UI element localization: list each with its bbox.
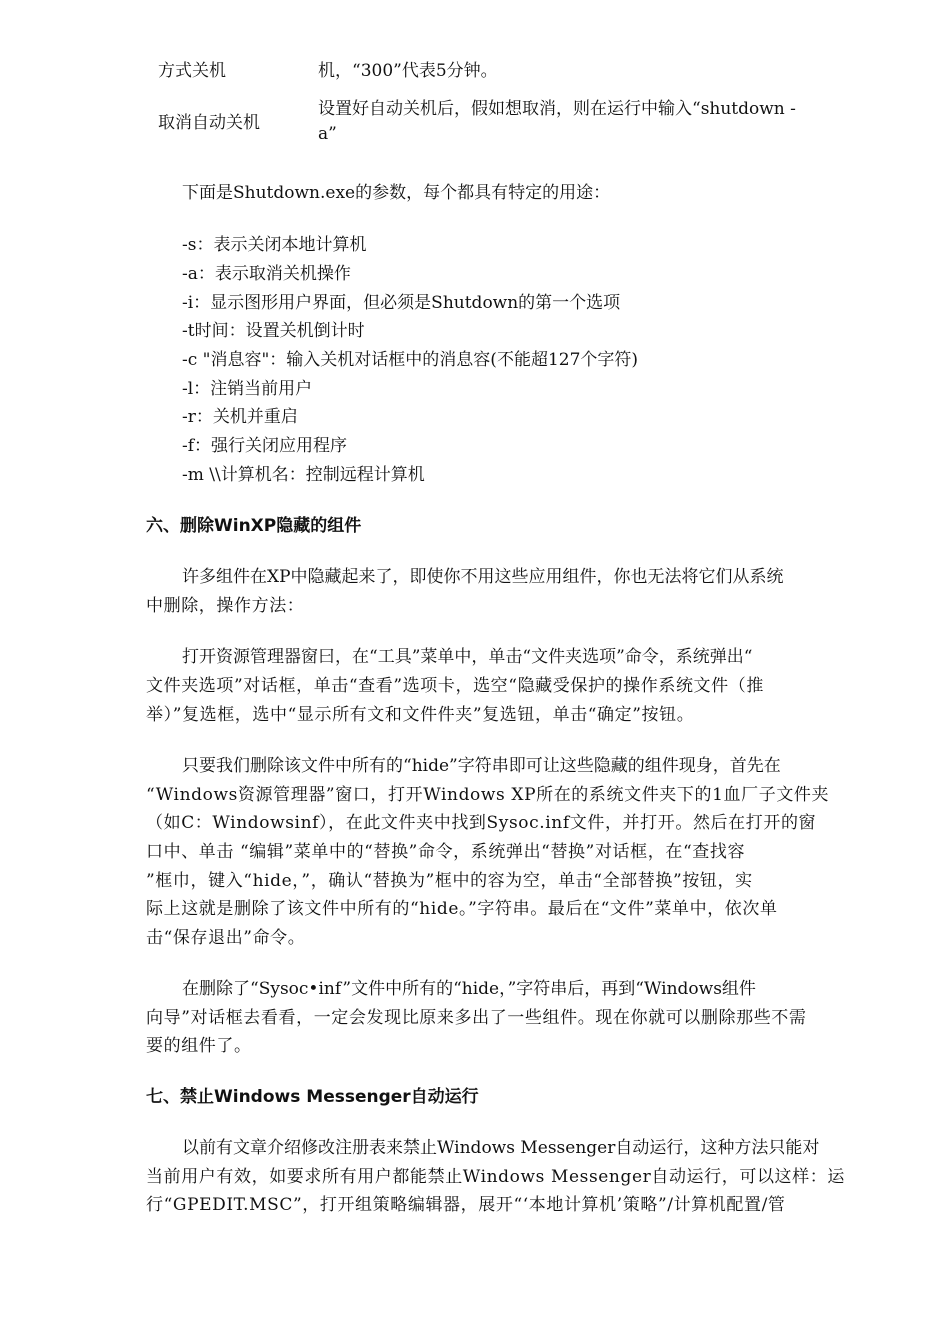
section-heading: 六、删除WinXP隐藏的组件 (146, 516, 362, 536)
paragraph-line: 许多组件在XP中隐藏起来了，即使你不用这些应用组件，你也无法将它们从系统 (182, 567, 784, 587)
param-item: -r：关机并重启 (182, 407, 298, 427)
paragraph-line: 只要我们删除该文件中所有的“hide”字符串即可让这些隐藏的组件现身，首先在 (182, 756, 781, 776)
param-item: -l：注销当前用户 (182, 379, 313, 399)
param-item: -c "消息容"：输入关机对话框中的消息容(不能超127个字符) (182, 350, 639, 370)
section-heading: 七、禁止Windows Messenger自动运行 (146, 1087, 479, 1107)
paragraph-line: 要的组件了。 (146, 1036, 252, 1056)
paragraph-line: 行“GPEDIT.MSC”，打开组策略编辑器，展开“‘本地计算机’策略”/计算机配置/管 (146, 1195, 786, 1215)
paragraph-line: 文件夹选项”对话框，单击“查看”选项卡，选空“隐藏受保护的操作系统文件（推 (146, 676, 764, 696)
param-item: -a：表示取消关机操作 (182, 264, 351, 284)
paragraph-line: 举）”复选框，选中“显示所有文和文件件夹”复选钮，单击“确定”按钮。 (146, 705, 695, 725)
param-item: -s：表示关闭本地计算机 (182, 235, 367, 255)
table-label: 取消自动关机 (158, 113, 260, 133)
table-value-line: 机，“300”代表5分钟。 (318, 61, 498, 81)
param-item: -i：显示图形用户界面，但必须是Shutdown的第一个选项 (182, 293, 621, 313)
paragraph-line: 在删除了“Sysoc•inf”文件中所有的“hide，”字符串后，再到“Windows组件 (182, 979, 756, 999)
param-item: -t时间：设置关机倒计时 (182, 321, 365, 341)
paragraph-line: ”框巾，键入“hide，”，确认“替换为”框中的容为空，单击“全部替换”按钮，实 (146, 871, 753, 891)
paragraph-line: （如C：Windowsinf），在此文件夹中找到Sysoc.inf文件，并打开。然后在打开的窗 (146, 813, 817, 833)
param-item: -m \\计算机名：控制远程计算机 (182, 465, 425, 485)
paragraph-line: 口中、单击 “编辑”菜单中的“替换”命令，系统弹出“替换”对话框，在“查找容 (146, 842, 746, 862)
paragraph-line: 击“保存退出”命令。 (146, 928, 306, 948)
params-intro: 下面是Shutdown.exe的参数，每个都具有特定的用途： (182, 183, 611, 203)
paragraph-line: 打开资源管理器窗曰，在“工具”菜单中，单击“文件夹选项”命令，系统弹出“ (182, 647, 753, 667)
paragraph-line: 以前有文章介绍修改注册表来禁止Windows Messenger自动运行，这种方法只能对 (182, 1138, 820, 1158)
paragraph-line: 际上这就是删除了该文件中所有的“hide。”字符串。最后在“文件”菜单中，依次单 (146, 899, 778, 919)
paragraph-line: 向导”对话框去看看，一定会发现比原来多出了一些组件。现在你就可以删除那些不需 (146, 1008, 807, 1028)
table-value-line: 设置好自动关机后，假如想取消，则在运行中输入“shutdown - (318, 99, 796, 119)
paragraph-line: 中删除，操作方法： (146, 596, 305, 616)
paragraph-line: “Windows资源管理器”窗口，打开Windows XP所在的系统文件夹下的1血厂子文件夹 (146, 785, 830, 805)
table-value-line: a” (318, 124, 337, 144)
paragraph-line: 当前用户有效，如要求所有用户都能禁止Windows Messenger自动运行，可以这样：运 (146, 1167, 845, 1187)
param-item: -f：强行关闭应用程序 (182, 436, 348, 456)
table-label: 方式关机 (158, 61, 226, 81)
